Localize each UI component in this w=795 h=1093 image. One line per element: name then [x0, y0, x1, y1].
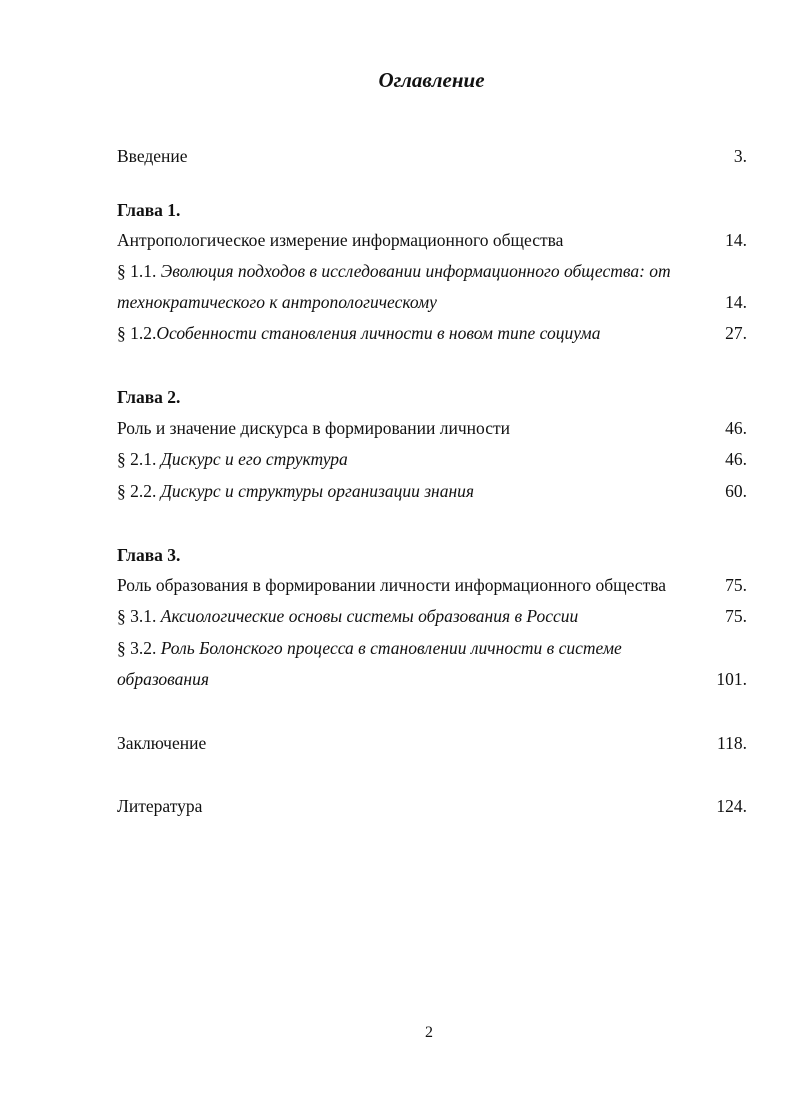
section-prefix: § 1.1.	[117, 261, 157, 281]
toc-entry-page: 118.	[717, 733, 747, 753]
section-prefix: § 3.2.	[117, 638, 157, 658]
chapter-3-label: Глава 3.	[117, 545, 181, 565]
toc-entry-label: Эволюция подходов в исследовании информационного общества: от	[160, 261, 671, 281]
toc-entry-label: технократического к антропологическому	[117, 292, 437, 312]
toc-entry-label: Введение	[117, 146, 188, 166]
section-prefix: § 1.2.	[117, 323, 157, 343]
toc-entry-conclusion[interactable]	[117, 731, 747, 755]
toc-entry-label: Антропологическое измерение информационного общества	[117, 230, 564, 250]
toc-entry-label: Заключение	[117, 733, 207, 753]
toc-entry-label: Роль образования в формировании личности информационного общества	[117, 575, 667, 595]
toc-entry-label: Литература	[117, 796, 203, 816]
toc-entry-section-3-1[interactable]	[117, 604, 747, 628]
chapter-2-label: Глава 2.	[117, 387, 181, 407]
toc-entry-page: 75.	[725, 606, 747, 626]
section-prefix: § 2.1.	[117, 449, 157, 469]
toc-entry-chapter-3[interactable]	[117, 573, 747, 597]
toc-entry-section-2-1[interactable]	[117, 447, 747, 471]
toc-entry-label: Роль и значение дискурса в формировании личности	[117, 418, 510, 438]
toc-entry-page: 60.	[725, 481, 747, 501]
toc-entry-label: Особенности становления личности в новом типе социума	[156, 323, 601, 343]
section-prefix: § 2.2.	[117, 481, 157, 501]
toc-entry-intro[interactable]	[117, 144, 747, 168]
toc-entry-section-1-1-continued[interactable]	[117, 290, 747, 314]
toc-entry-section-2-2[interactable]	[117, 479, 747, 503]
toc-entry-page: 27.	[725, 323, 747, 343]
toc-entry-section-3-2[interactable]	[117, 636, 747, 660]
toc-title: Оглавление	[378, 68, 485, 92]
toc-entry-label: Роль Болонского процесса в становлении личности в системе	[160, 638, 622, 658]
toc-entry-chapter-1[interactable]	[117, 228, 747, 252]
toc-entry-literature[interactable]	[117, 794, 747, 818]
toc-entry-label: образования	[117, 669, 209, 689]
toc-entry-page: 46.	[725, 418, 747, 438]
toc-entry-page: 46.	[725, 449, 747, 469]
toc-entry-page: 14.	[725, 230, 747, 250]
page-number: 2	[425, 1024, 433, 1041]
toc-entry-section-1-2[interactable]	[117, 321, 747, 345]
toc-entry-page: 14.	[725, 292, 747, 312]
toc-entry-section-1-1[interactable]	[117, 259, 747, 283]
chapter-1-label: Глава 1.	[117, 200, 181, 220]
toc-entry-label: Дискурс и структуры организации знания	[160, 481, 475, 501]
toc-entry-section-3-2-continued[interactable]	[117, 667, 747, 691]
toc-entry-chapter-2[interactable]	[117, 416, 747, 440]
toc-entry-page: 101.	[716, 669, 747, 689]
toc-entry-page: 124.	[716, 796, 747, 816]
toc-entry-label: Аксиологические основы системы образования в России	[160, 606, 579, 626]
toc-entry-page: 3.	[733, 146, 747, 166]
toc-entry-page: 75.	[725, 575, 747, 595]
toc-entry-label: Дискурс и его структура	[160, 449, 348, 469]
section-prefix: § 3.1.	[117, 606, 157, 626]
